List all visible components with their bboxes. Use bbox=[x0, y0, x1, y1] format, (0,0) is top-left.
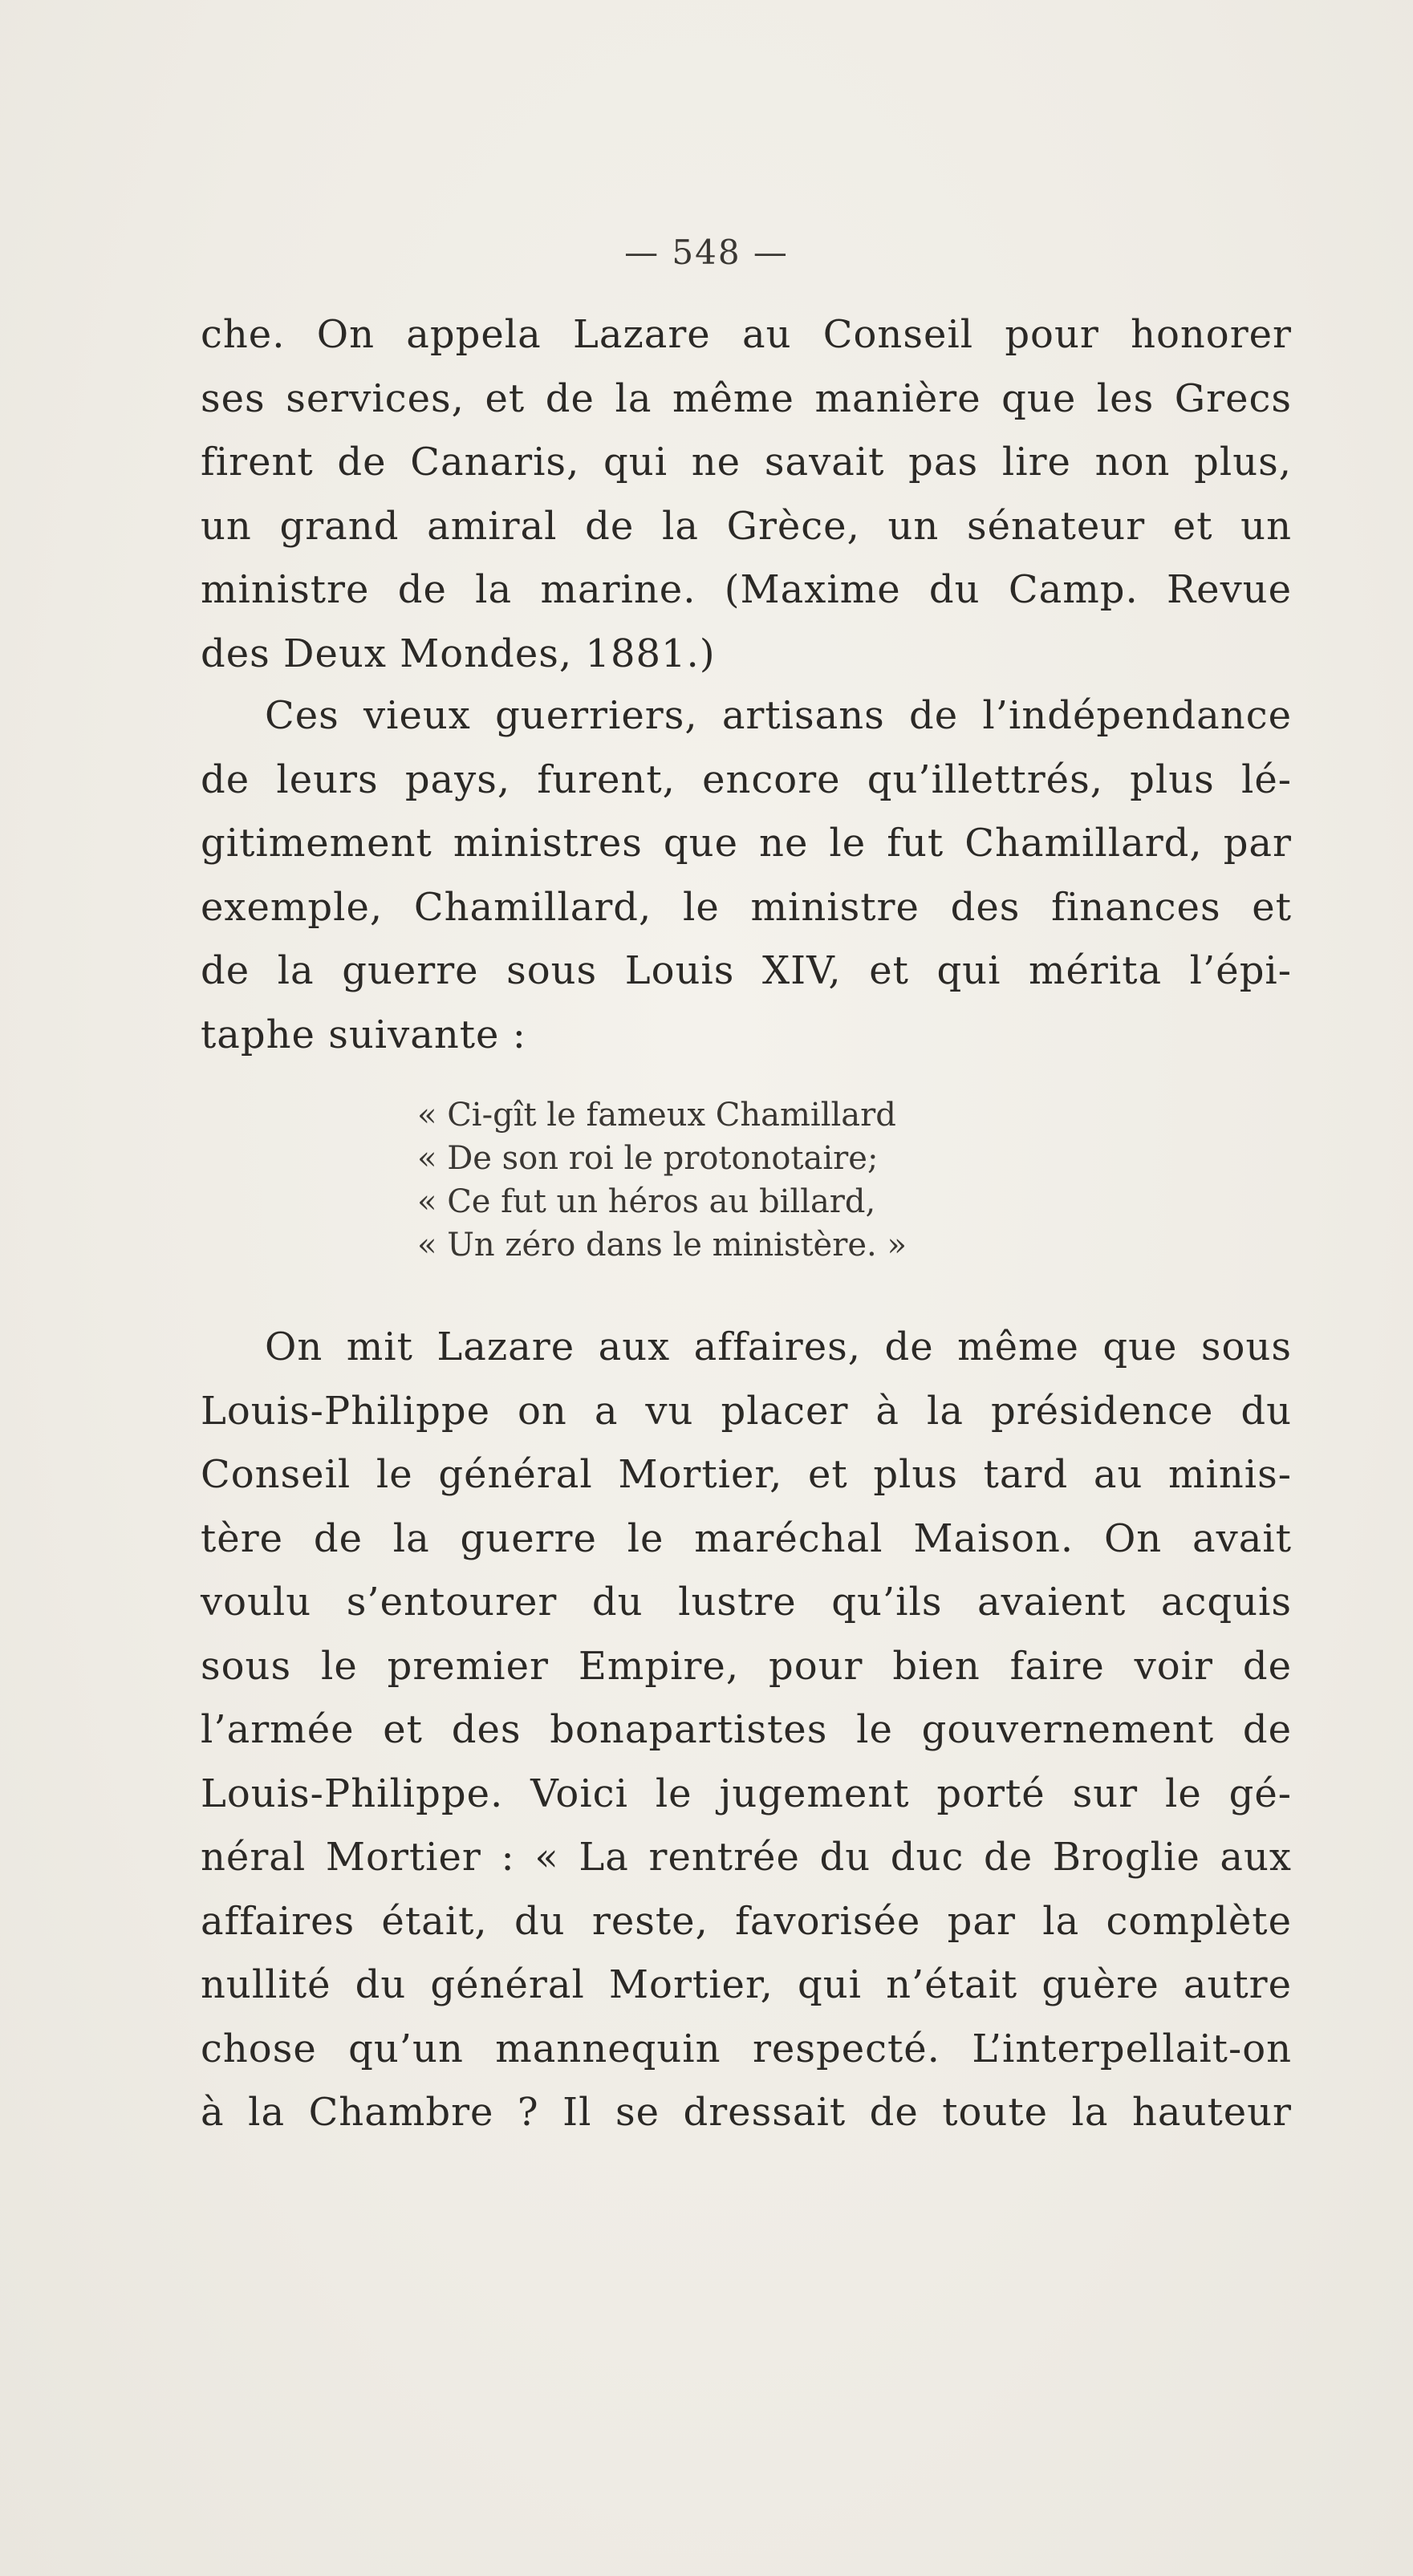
text-line-content: Ces vieux guerriers, artisans de l’indépendance bbox=[265, 693, 1292, 738]
verse-line: « Ce fut un héros au billard, bbox=[417, 1183, 876, 1220]
text-line: l’armée et des bonapartistes le gouvernement de bbox=[201, 1707, 1292, 1752]
text-line: gitimement ministres que ne le fut Chamillard, par bbox=[201, 821, 1292, 866]
paragraph-3 bbox=[201, 1316, 1292, 2145]
text-line: firent de Canaris, qui ne savait pas lire non plus, bbox=[201, 440, 1292, 485]
text-line: des Deux Mondes, 1881.) bbox=[201, 631, 716, 676]
text-line: Conseil le général Mortier, et plus tard au minis- bbox=[201, 1452, 1292, 1497]
text-line: de leurs pays, furent, encore qu’illettrés, plus lé- bbox=[201, 757, 1292, 802]
text-line: tère de la guerre le maréchal Maison. On avait bbox=[201, 1515, 1292, 1561]
text-line: un grand amiral de la Grèce, un sénateur et un bbox=[201, 503, 1292, 549]
text-line: néral Mortier : « La rentrée du duc de Broglie aux bbox=[201, 1835, 1292, 1880]
text-line: nullité du général Mortier, qui n’était guère autre bbox=[201, 1962, 1292, 2007]
text-line: à la Chambre ? Il se dressait de toute la hauteur bbox=[201, 2090, 1292, 2135]
text-line-content: On mit Lazare aux affaires, de même que sous bbox=[265, 1325, 1292, 1369]
text-line: voulu s’entourer du lustre qu’ils avaient acquis bbox=[201, 1580, 1292, 1625]
text-line: affaires était, du reste, favorisée par la complète bbox=[201, 1898, 1292, 1944]
epitaph-verse bbox=[417, 1093, 1027, 1267]
text-line: chose qu’un mannequin respecté. L’interpellait-on bbox=[201, 2026, 1292, 2071]
paragraph-1 bbox=[201, 303, 1292, 686]
text-line: de la guerre sous Louis XIV, et qui mérita l’épi- bbox=[201, 948, 1292, 993]
text-line: sous le premier Empire, pour bien faire voir de bbox=[201, 1643, 1292, 1689]
verse-line: « De son roi le protonotaire; bbox=[417, 1140, 879, 1177]
text-line bbox=[201, 684, 1292, 748]
text-line: ses services, et de la même manière que les Grecs bbox=[201, 375, 1292, 421]
page-number: — 548 — bbox=[624, 233, 789, 272]
text-line: ministre de la marine. (Maxime du Camp. Revue bbox=[201, 567, 1292, 612]
text-line: Louis-Philippe on a vu placer à la présidence du bbox=[201, 1388, 1292, 1434]
paragraph-2 bbox=[201, 684, 1292, 1067]
verse-line: « Un zéro dans le ministère. » bbox=[417, 1227, 907, 1264]
text-line: Louis-Philippe. Voici le jugement porté sur le gé- bbox=[201, 1771, 1292, 1816]
verse-line: « Ci-gît le fameux Chamillard bbox=[417, 1097, 896, 1134]
text-line: exemple, Chamillard, le ministre des finances et bbox=[201, 884, 1292, 930]
text-line: che. On appela Lazare au Conseil pour honorer bbox=[201, 312, 1292, 357]
text-line bbox=[201, 1316, 1292, 1380]
text-line: taphe suivante : bbox=[201, 1012, 526, 1057]
